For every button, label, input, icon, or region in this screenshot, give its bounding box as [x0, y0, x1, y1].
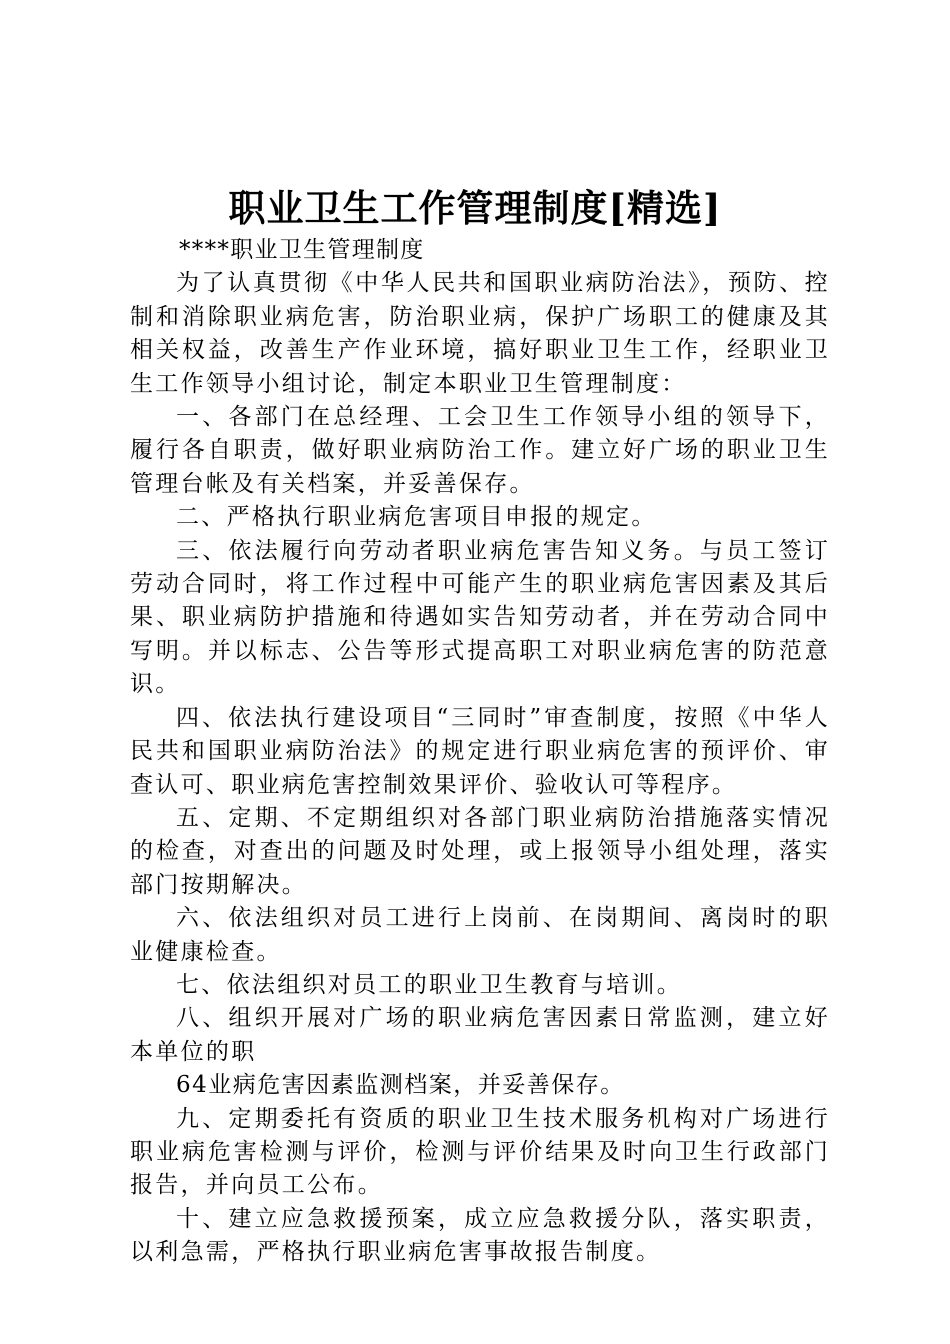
- paragraph-clause-3: 三、依法履行向劳动者职业病危害告知义务。与员工签订劳动合同时，将工作过程中可能产生的职业病危害因素及其后果、职业病防护措施和待遇如实告知劳动者，并在劳动合同中写明。并以标志、公告等形式提高职工对职业病危害的防范意识。: [130, 537, 830, 698]
- paragraph-preamble: 为了认真贯彻《中华人民共和国职业病防治法》，预防、控制和消除职业病危害，防治职业病，保护广场职工的健康及其相关权益，改善生产作业环境，搞好职业卫生工作，经职业卫生工作领导小组讨论，制定本职业卫生管理制度：: [130, 270, 830, 397]
- paragraph-clause-1: 一、各部门在总经理、工会卫生工作领导小组的领导下，履行各自职责，做好职业病防治工作。建立好广场的职业卫生管理台帐及有关档案，并妥善保存。: [130, 404, 830, 497]
- paragraph-clause-9: 九、定期委托有资质的职业卫生技术服务机构对广场进行职业病危害检测与评价，检测与评价结果及时向卫生行政部门报告，并向员工公布。: [130, 1105, 830, 1199]
- paragraph-clause-7: 七、依法组织对员工的职业卫生教育与培训。: [176, 971, 682, 998]
- document-body: [130, 234, 830, 1270]
- paragraph-clause-2: 二、严格执行职业病危害项目申报的规定。: [176, 504, 657, 531]
- paragraph-clause-10: 十、建立应急救援预案，成立应急救援分队，落实职责，以利急需，严格执行职业病危害事故报告制度。: [130, 1205, 830, 1266]
- paragraph-clause-8: 八、组织开展对广场的职业病危害因素日常监测，建立好本单位的职: [130, 1005, 830, 1065]
- document-subtitle: ****职业卫生管理制度: [179, 237, 425, 263]
- paragraph-clause-8-continued: 64业病危害因素监测档案，并妥善保存。: [176, 1072, 625, 1099]
- paragraph-clause-6: 六、依法组织对员工进行上岗前、在岗期间、离岗时的职业健康检查。: [130, 905, 830, 965]
- document-title: 职业卫生工作管理制度[精选]: [228, 186, 722, 230]
- paragraph-clause-5: 五、定期、不定期组织对各部门职业病防治措施落实情况的检查，对查出的问题及时处理，或上报领导小组处理，落实部门按期解决。: [130, 804, 830, 898]
- paragraph-clause-4: 四、依法执行建设项目“三同时”审查制度，按照《中华人民共和国职业病防治法》的规定进行职业病危害的预评价、审查认可、职业病危害控制效果评价、验收认可等程序。: [130, 704, 830, 798]
